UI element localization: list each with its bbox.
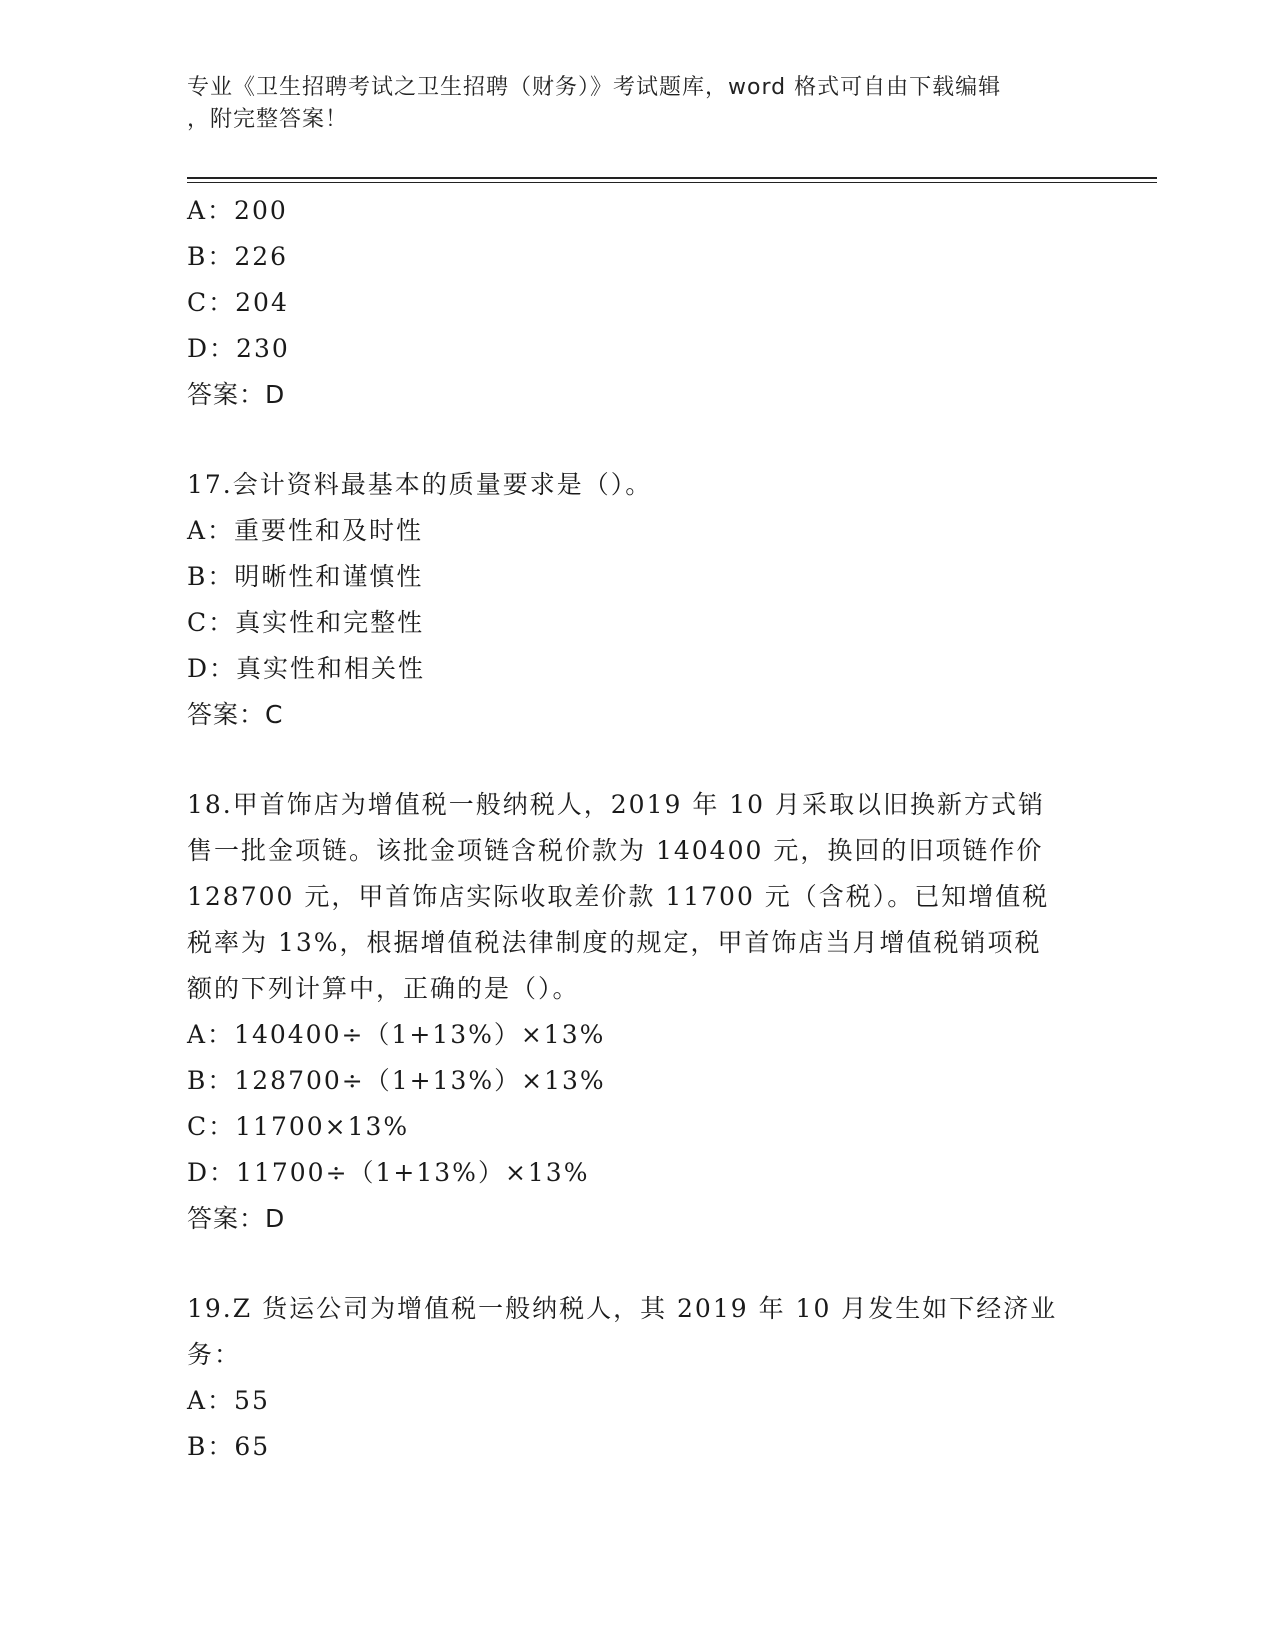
option-d: D：真实性和相关性: [187, 654, 426, 683]
question-stem-line-3: 128700 元，甲首饰店实际收取差价款 11700 元（含税）。已知增值税: [187, 882, 1050, 911]
option-d: D：230: [187, 334, 290, 363]
question-18: [187, 782, 1087, 1242]
question-stem-line-2: 务：: [187, 1340, 242, 1369]
option-b: B：226: [187, 242, 289, 271]
header-divider: [187, 177, 1157, 179]
question-17: [187, 462, 1087, 738]
option-d: D：11700÷（1+13%）×13%: [187, 1158, 590, 1187]
question-stem: 17.会计资料最基本的质量要求是（）。: [187, 470, 653, 499]
header-line-2: ，附完整答案！: [187, 107, 349, 132]
question-stem-line-2: 售一批金项链。该批金项链含税价款为 140400 元，换回的旧项链作价: [187, 836, 1044, 865]
document-header: [187, 72, 1067, 136]
option-b: B：65: [187, 1432, 271, 1461]
question-stem-line-1: 19.Z 货运公司为增值税一般纳税人，其 2019 年 10 月发生如下经济业: [187, 1294, 1058, 1323]
answer: 答案：D: [187, 380, 286, 409]
option-a: A：140400÷（1+13%）×13%: [187, 1020, 606, 1049]
option-c: C：204: [187, 288, 289, 317]
answer: 答案：C: [187, 700, 284, 729]
option-a: A：200: [187, 196, 288, 225]
question-stem-line-4: 税率为 13%，根据增值税法律制度的规定，甲首饰店当月增值税销项税: [187, 928, 1042, 957]
question-stem-line-5: 额的下列计算中，正确的是（）。: [187, 974, 580, 1003]
option-a: A：55: [187, 1386, 270, 1415]
option-a: A：重要性和及时性: [187, 516, 424, 545]
header-line-1: 专业《卫生招聘考试之卫生招聘（财务）》考试题库，word 格式可自由下载编辑: [187, 75, 1002, 100]
answer: 答案：D: [187, 1204, 286, 1233]
option-c: C：11700×13%: [187, 1112, 410, 1141]
option-b: B：128700÷（1+13%）×13%: [187, 1066, 606, 1095]
option-b: B：明晰性和谨慎性: [187, 562, 424, 591]
question-stem-line-1: 18.甲首饰店为增值税一般纳税人，2019 年 10 月采取以旧换新方式销: [187, 790, 1046, 819]
question-list: [187, 188, 1087, 1470]
question-16: [187, 188, 1087, 418]
question-19: [187, 1286, 1087, 1470]
option-c: C：真实性和完整性: [187, 608, 425, 637]
header-divider-thin: [187, 182, 1157, 183]
